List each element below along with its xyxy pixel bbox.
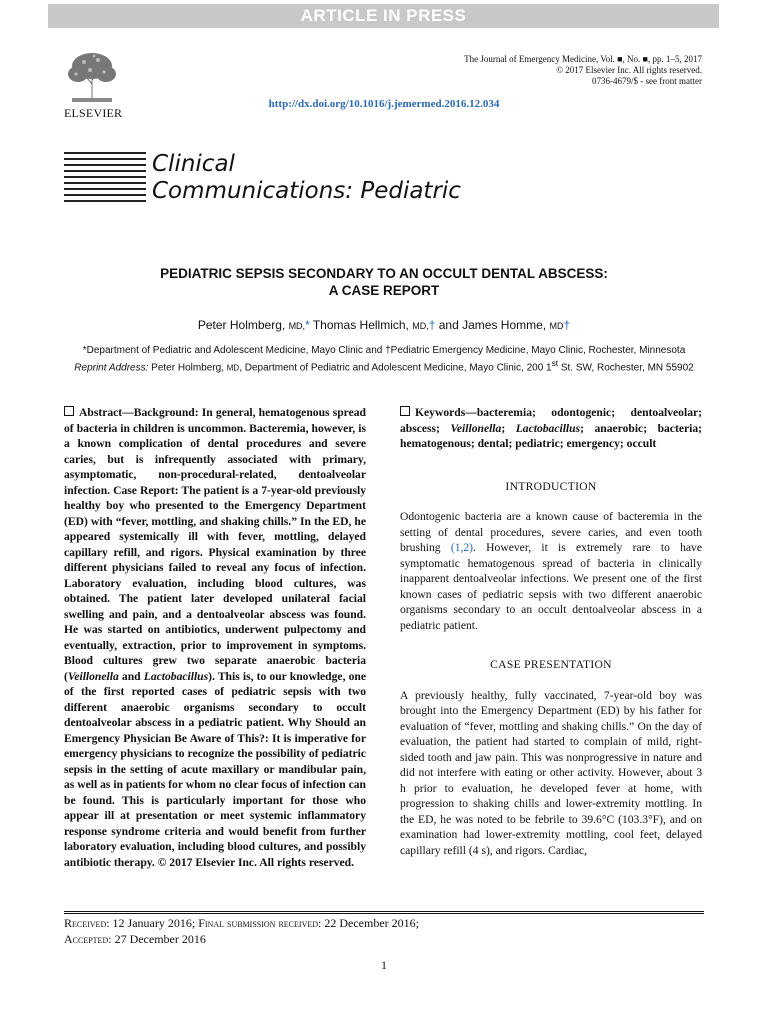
keyword-italic: Lactobacillus [515,421,581,435]
author-degree: MD, [288,321,306,331]
final-submission-date: : 22 December 2016; [318,916,419,930]
author-degree: MD [549,321,564,331]
organism-name: Lactobacillus [143,669,209,683]
section-title-line2: Communications: Pediatric [152,178,461,204]
footnote-rule [64,913,704,914]
keywords-text: ; [501,421,516,435]
reprint-label: Reprint Address: [74,362,149,374]
abstract-text: ). This is, to our knowledge, one of the first reported cases of pediatric sepsis with two different anaerobic organisms secondary to occult dentoalveolar abscess in a pediatric patient. Why Should an Emergency Physician Be Aware of This?: It is imperative for emergency physicians to recognize the possibility of pediatric sepsis in the setting of acute maxillary or mandibular pain, as well as in patients for whom no clear focus of infection can be found. This is particularly important for those who appear ill at presentation or meet systemic inflammatory response syndrome criteria and would benefit from further laboratory evaluation, including blood cultures, and possibly antibiotic therapy. © 2017 Elsevier Inc. All rights reserved. [64,669,366,869]
introduction-paragraph [400,509,702,633]
reprint-address-text: St. SW, Rochester, MN 55902 [558,362,694,374]
accepted-dates [64,931,419,947]
keywords [400,405,702,452]
affiliation-mark[interactable]: * [305,318,310,332]
abstract [64,405,366,870]
received-label: Received [64,916,107,930]
checkbox-square-icon [64,406,74,416]
case-paragraph: A previously healthy, fully vaccinated, 7-year-old boy was brought into the Emergency Department (ED) by his father for evaluation of “fever, mottling and shaking chills.” On the day of evaluation, the patient had started to complain of mild, right-sided tooth and jaw pain. This was nonprogressive in nature and did not interfere with eating or other activity. However, about 3 h prior to evaluation, he developed fever at home, with progression to shaking chills and lower-extremity mottling. In the ED, he was noted to be febrile to 39.6°C (103.3°F), and on examination had lower-extremity mottling, cool feet, delayed capillary refill (4 s), and rigors. Cardiac, [400,688,702,857]
organism-name: Veillonella [67,669,119,683]
journal-info [464,54,702,87]
accepted-date: : 27 December 2016 [108,932,206,946]
introduction-heading: INTRODUCTION [505,479,597,493]
author-name: Peter Holmberg, [197,318,289,332]
footnote-rule [64,911,704,912]
accepted-label: Accepted [64,932,109,946]
right-column [400,405,702,858]
author-name: and James Homme, [435,318,550,332]
case-presentation-heading: CASE PRESENTATION [490,658,612,671]
copyright-line: © 2017 Elsevier Inc. All rights reserved. [556,65,702,75]
left-column [64,405,366,870]
reprint-ordinal: st [551,358,559,368]
reprint-degree: MD [226,363,240,373]
section-title-line1: Clinical [152,151,235,177]
received-date: : 12 January 2016; [106,916,199,930]
publisher-name: ELSEVIER [64,106,123,120]
section-stripes [64,152,146,206]
abstract-text: and [118,669,144,683]
title-line2: A CASE REPORT [328,283,440,298]
final-submission-label: Final submission received [198,916,319,930]
author-name: Thomas Hellmich, [309,318,413,332]
page-number: 1 [381,958,387,972]
keywords-text: Keywords—bacteremia; odontogenic; dentoalveolar; abscess; [400,406,702,435]
received-dates [64,915,419,931]
reprint-address [44,357,724,374]
section-title [152,151,461,205]
body-text: Odontogenic bacteria are a known cause of bacteremia in the setting of dental procedures, severe caries, and even tooth brushing [400,510,702,554]
checkbox-square-icon [400,406,410,416]
issn-line: 0736-4679/$ - see front matter [592,76,702,86]
keyword-italic: Veillonella [450,421,502,435]
reference-link[interactable]: (1,2) [450,541,474,554]
reprint-address-text: , Department of Pediatric and Adolescent Medicine, Mayo Clinic, 200 1 [239,362,552,374]
affiliations [44,344,724,374]
article-dates [64,915,419,947]
affiliation-line: *Department of Pediatric and Adolescent Medicine, Mayo Clinic and †Pediatric Emergency Medicine, Mayo Clinic, Rochester, Minnesota [82,345,686,356]
keywords-text: ; anaerobic; bacteria; hematogenous; dental; pediatric; emergency; occult [400,421,702,450]
author-list [64,318,704,332]
body-text: . However, it is extremely rare to have symptomatic hematogenous spread of bacteria in clinically inapparent dentoalveolar infections. We present one of the first known cases of pediatric sepsis with two different anaerobic organisms secondary to an occult dentoalveolar abscess in a pediatric patient. [400,541,702,632]
reprint-name: Peter Holmberg, [148,362,227,374]
title-line1: PEDIATRIC SEPSIS SECONDARY TO AN OCCULT DENTAL ABSCESS: [160,266,608,281]
journal-citation: The Journal of Emergency Medicine, Vol. ■, No. ■, pp. 1–5, 2017 [464,54,702,64]
affiliation-mark[interactable]: † [563,318,571,332]
affiliation-mark[interactable]: † [428,318,436,332]
abstract-text: Abstract—Background: In general, hematogenous spread of bacteria in children is uncommon. Bacteremia, however, is a known complication of dental procedures and severe caries, but is infrequently associated with primary, asymptomatic, non-procedural-related, dentoalveolar infection. Case Report: The patient is a 7-year-old previously healthy boy who presented to the Emergency Department (ED) with “fever, mottling, and shaking chills.” In the ED, he appeared systemically ill with fever, mottling, delayed capillary refill, and rigors. Physical examination by three different physicians failed to reveal any focus of infection. Laboratory evaluation, including blood cultures, was obtained. The patient later developed unilateral facial swelling and pain, and a dentoalveolar abscess was found. He was started on antibiotics, underwent pulpectomy and eventually, extraction, prior to improvement in symptoms. Blood cultures grew two separate anaerobic bacteria ( [64,406,366,683]
article-title [64,265,704,299]
author-degree: MD, [412,321,429,331]
doi-link[interactable]: http://dx.doi.org/10.1016/j.jemermed.2016.12.034 [268,98,500,110]
article-in-press-banner: ARTICLE IN PRESS [48,4,719,28]
